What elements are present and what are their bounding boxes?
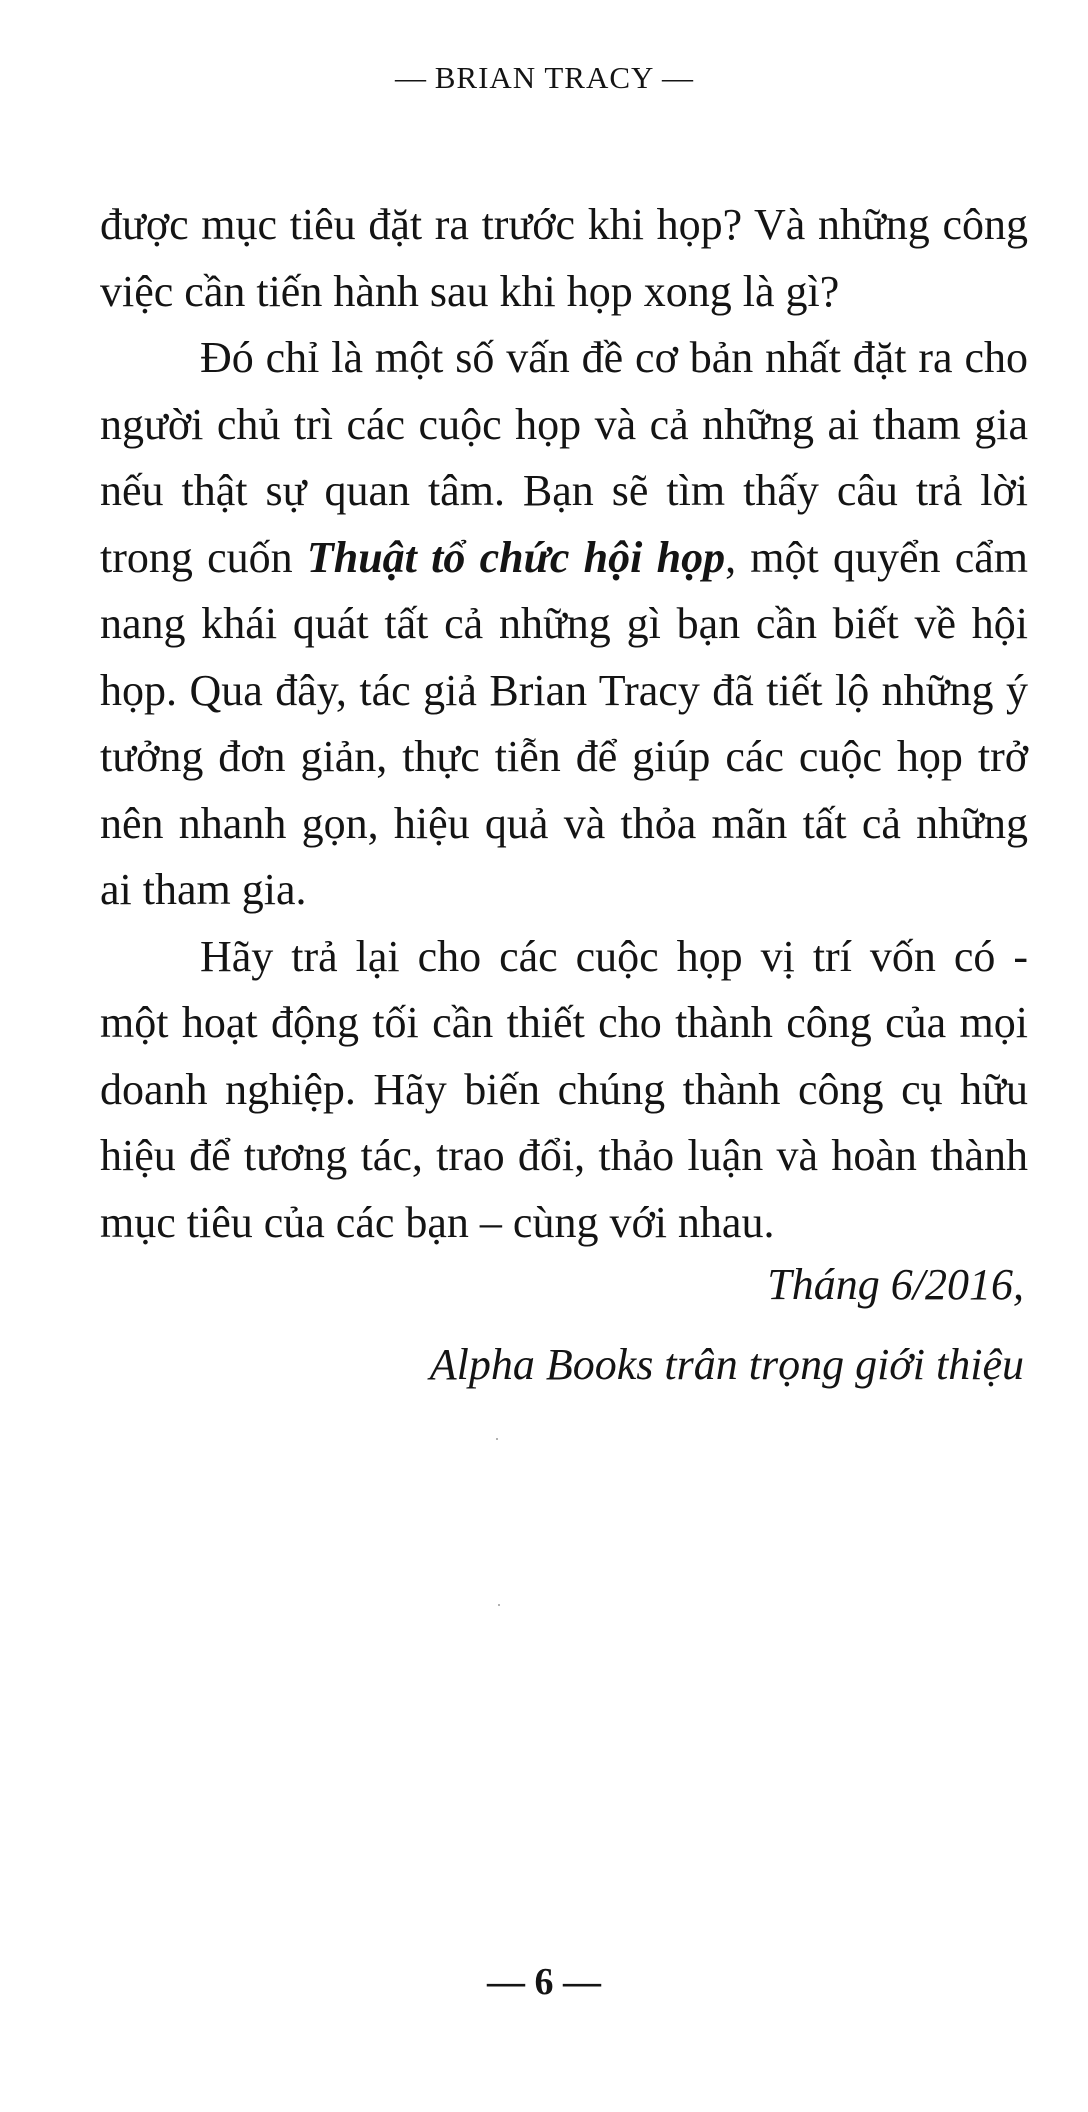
- paper-speck: [496, 1438, 498, 1440]
- running-head: [0, 60, 1088, 96]
- paragraph-2: [100, 325, 1028, 924]
- page-number: 6: [534, 1961, 554, 2003]
- paper-speck: [498, 1604, 500, 1606]
- paragraph-2-text-after: , một quyển cẩm nang khái quát tất cả những gì bạn cần biết về hội họp. Qua đây, tác giả Brian Tracy đã tiết lộ những ý tưởng đơn giản, thực tiễn để giúp các cuộc họp trở nên nhanh gọn, hiệu quả và thỏa mãn tất cả những ai tham gia.: [100, 532, 1029, 914]
- book-title: Thuật tổ chức hội họp: [306, 532, 726, 582]
- running-head-title: BRIAN TRACY: [434, 60, 654, 95]
- paragraph-1: được mục tiêu đặt ra trước khi họp? Và những công việc cần tiến hành sau khi họp xong là gì?: [100, 200, 1028, 316]
- signature-date: Tháng 6/2016,: [767, 1260, 1024, 1309]
- signature-publisher: Alpha Books trân trọng giới thiệu: [429, 1340, 1024, 1389]
- running-head-dash-right: —: [662, 60, 694, 95]
- page-footer: [0, 1960, 1088, 2004]
- signature-block: [430, 1245, 1024, 1405]
- footer-dash-left: —: [487, 1961, 525, 2003]
- footer-dash-right: —: [563, 1961, 601, 2003]
- paragraph-3: Hãy trả lại cho các cuộc họp vị trí vốn có - một hoạt động tối cần thiết cho thành công của mọi doanh nghiệp. Hãy biến chúng thành công cụ hữu hiệu để tương tác, trao đổi, thảo luận và hoàn thành mục tiêu của các bạn – cùng với nhau.: [100, 931, 1028, 1247]
- paragraph-2-text-before: Đó chỉ là một số vấn đề cơ bản nhất đặt ra cho người chủ trì các cuộc họp và cả những ai tham gia nếu thật sự quan tâm. Bạn sẽ tìm thấy câu trả lời trong cuốn: [100, 333, 1028, 582]
- body-text: [100, 192, 1028, 1256]
- running-head-dash-left: —: [394, 60, 426, 95]
